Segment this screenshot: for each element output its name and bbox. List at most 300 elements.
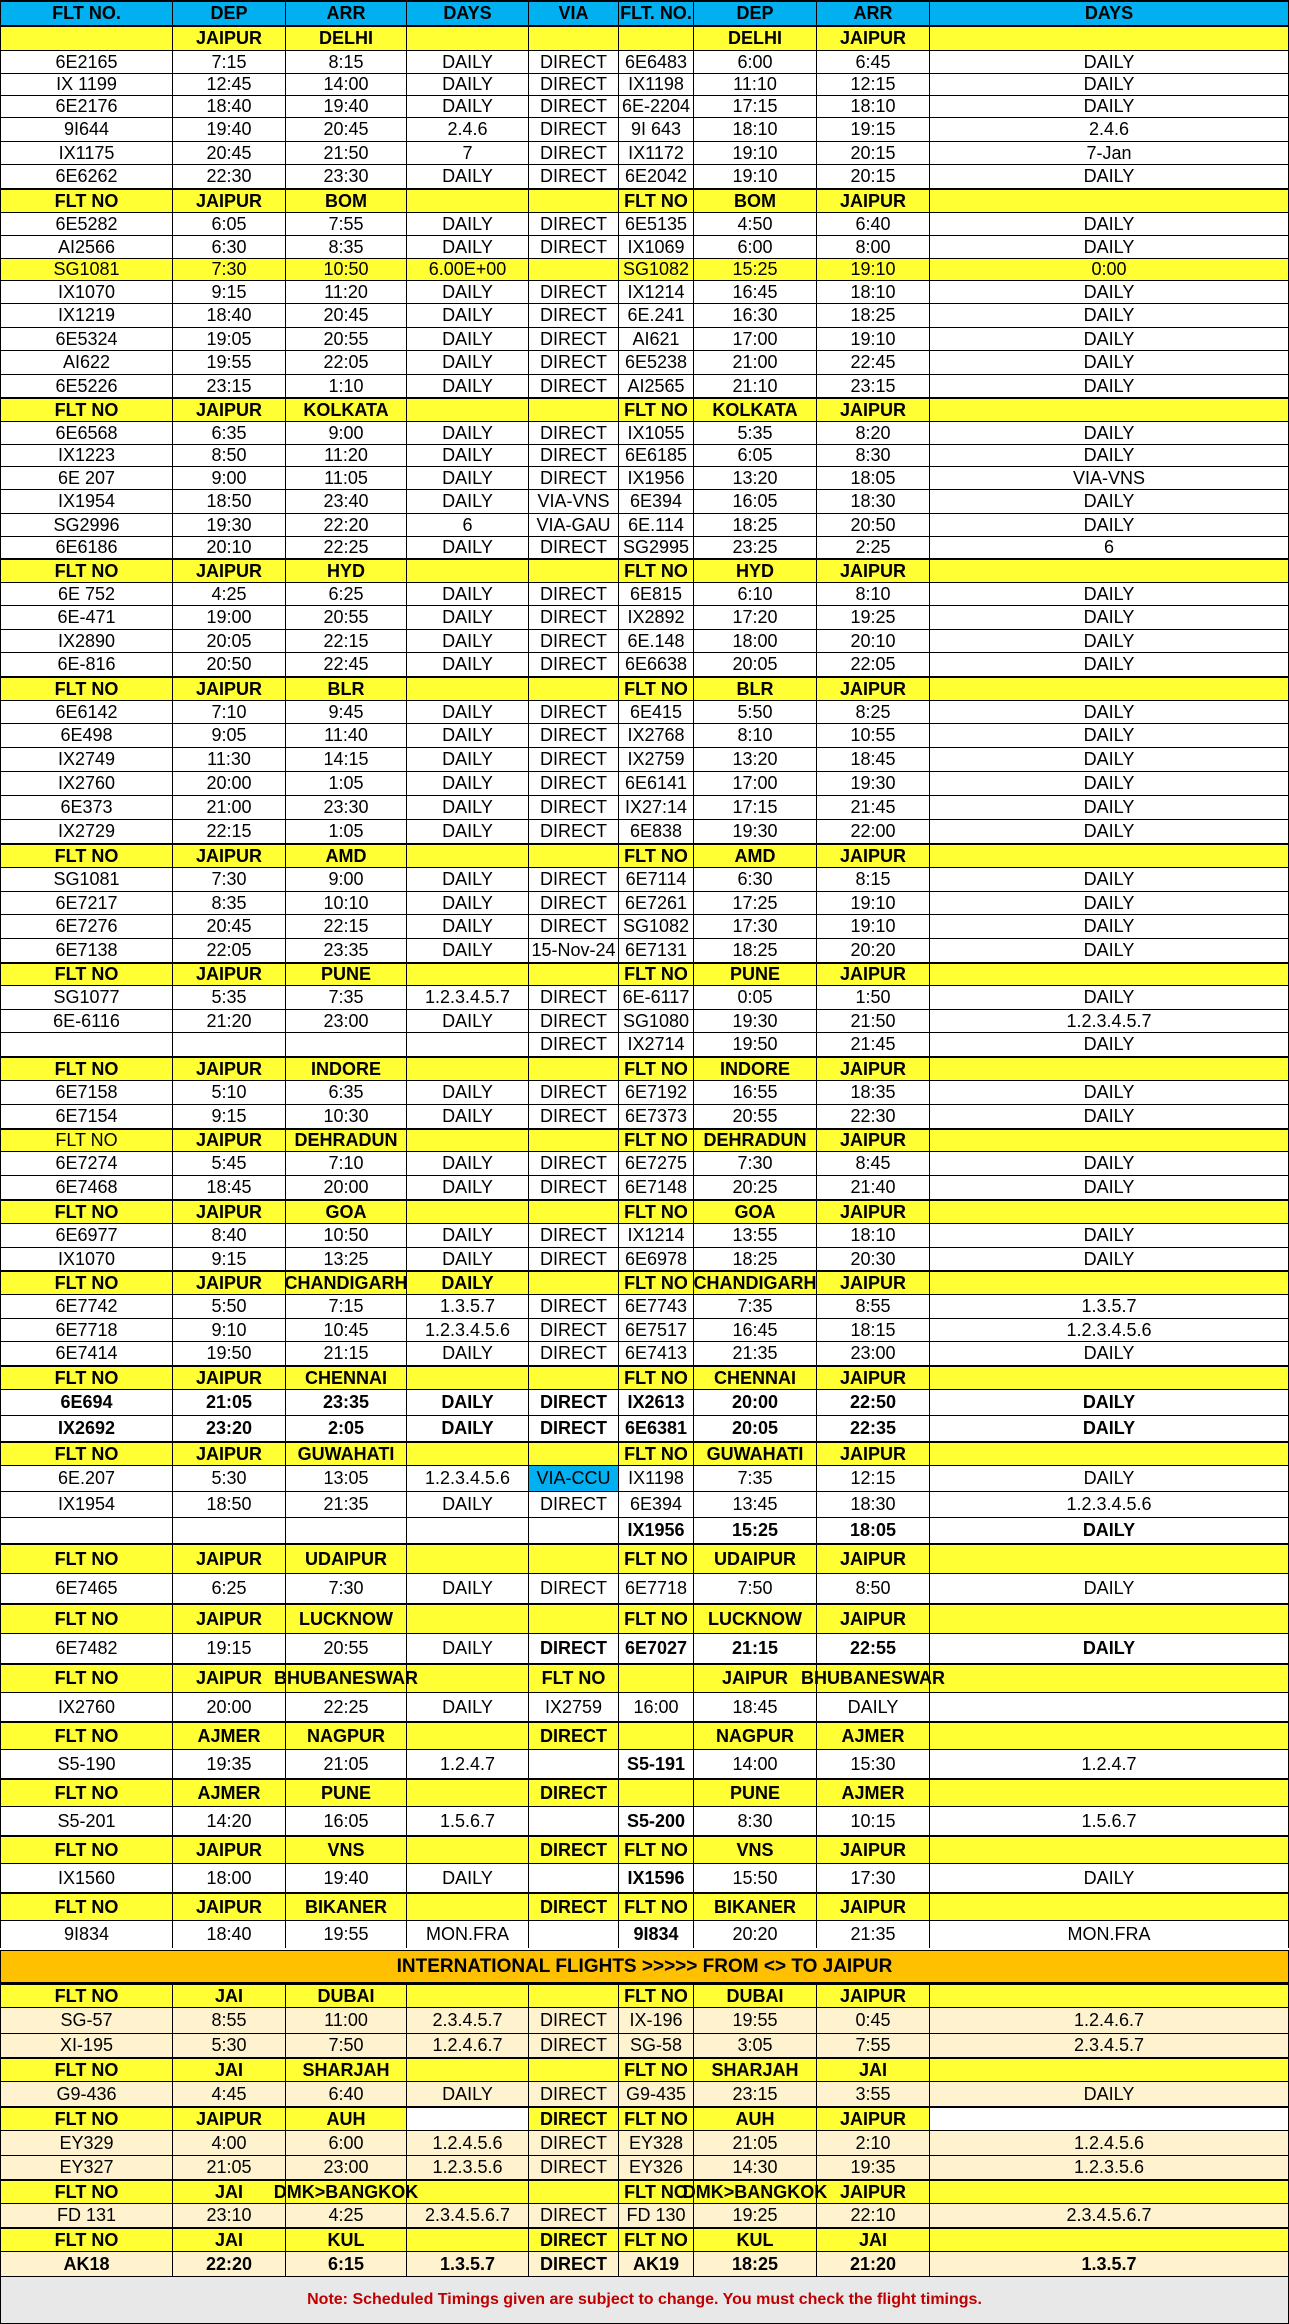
schedule-cell: GOA <box>694 1201 817 1223</box>
schedule-cell: 18:10 <box>817 96 930 117</box>
schedule-cell: 5:50 <box>694 701 817 723</box>
schedule-cell: DAILY <box>407 915 529 938</box>
schedule-row <box>0 536 1289 558</box>
schedule-cell: 16:05 <box>694 490 817 513</box>
schedule-row <box>0 629 1289 652</box>
schedule-row <box>0 188 1289 212</box>
schedule-cell: 6E838 <box>619 820 694 843</box>
schedule-cell: DEP <box>694 2 817 25</box>
intl-cell: FLT NO <box>619 2229 694 2251</box>
intl-cell: DIRECT <box>529 2156 619 2179</box>
schedule-cell: IX 1199 <box>0 74 173 95</box>
schedule-cell: DAYS <box>930 2 1289 25</box>
schedule-cell: DIRECT <box>529 1390 619 1415</box>
intl-cell: FLT NO <box>619 2059 694 2081</box>
schedule-cell: DAILY <box>930 892 1289 914</box>
schedule-cell: 6E-6116 <box>0 1010 173 1032</box>
schedule-cell <box>407 27 529 50</box>
schedule-cell: KOLKATA <box>694 399 817 421</box>
intl-cell: 18:25 <box>694 2252 817 2276</box>
schedule-cell: 20:45 <box>173 915 286 938</box>
schedule-cell: DAILY <box>930 1342 1289 1365</box>
schedule-cell: DIRECT <box>529 1295 619 1318</box>
schedule-cell: 5:10 <box>173 1081 286 1104</box>
schedule-cell: 7:35 <box>694 1295 817 1318</box>
schedule-cell: FLT NO <box>0 399 173 421</box>
schedule-row <box>0 1517 1289 1543</box>
schedule-cell: 20:00 <box>173 1693 286 1721</box>
schedule-cell: DIRECT <box>529 1010 619 1032</box>
schedule-cell <box>529 1130 619 1151</box>
intl-cell: 23:15 <box>694 2082 817 2106</box>
schedule-cell: 23:30 <box>286 796 407 819</box>
intl-cell: FD 131 <box>0 2204 173 2227</box>
schedule-cell <box>529 190 619 212</box>
schedule-cell: 22:45 <box>817 351 930 374</box>
schedule-cell: VIA-CCU <box>529 1466 619 1491</box>
schedule-cell: 6E7276 <box>0 915 173 938</box>
schedule-cell: ARR <box>286 2 407 25</box>
schedule-cell: 19:30 <box>694 820 817 843</box>
schedule-row <box>0 489 1289 513</box>
schedule-cell: 1.2.3.4.5.6 <box>407 1466 529 1491</box>
schedule-cell: 6:35 <box>173 422 286 444</box>
schedule-cell: IX1175 <box>0 142 173 164</box>
schedule-cell: JAIPUR <box>817 845 930 867</box>
schedule-cell: 6E7192 <box>619 1081 694 1104</box>
schedule-cell: 8:35 <box>286 236 407 258</box>
schedule-cell: IX1198 <box>619 74 694 95</box>
schedule-row <box>0 1721 1289 1749</box>
schedule-cell: DAILY <box>930 939 1289 962</box>
schedule-row <box>0 1465 1289 1491</box>
schedule-row <box>0 867 1289 891</box>
schedule-row <box>0 605 1289 629</box>
schedule-cell <box>619 1723 694 1749</box>
schedule-cell: S5-191 <box>619 1750 694 1778</box>
intl-cell: 7:55 <box>817 2034 930 2057</box>
schedule-row <box>0 303 1289 327</box>
schedule-cell: 13:20 <box>694 467 817 489</box>
schedule-cell: 4:50 <box>694 213 817 235</box>
schedule-cell: 5:30 <box>173 1466 286 1491</box>
schedule-cell: 6E2042 <box>619 165 694 188</box>
schedule-cell: 18:25 <box>694 1248 817 1270</box>
schedule-cell: 6E7217 <box>0 892 173 914</box>
schedule-cell: 1.3.5.7 <box>407 1295 529 1318</box>
schedule-cell: 6E6262 <box>0 165 173 188</box>
schedule-cell <box>529 1058 619 1080</box>
schedule-row <box>0 795 1289 819</box>
schedule-cell <box>0 27 173 50</box>
schedule-cell <box>930 1723 1289 1749</box>
schedule-cell: IX1172 <box>619 142 694 164</box>
schedule-cell: 2.4.6 <box>930 118 1289 141</box>
schedule-cell: 9I834 <box>0 1921 173 1948</box>
schedule-cell: SG1081 <box>0 868 173 891</box>
schedule-row <box>0 819 1289 843</box>
schedule-cell: 1.2.3.4.5.6 <box>407 1319 529 1341</box>
schedule-cell: DAILY <box>407 820 529 843</box>
schedule-cell: 9:15 <box>173 281 286 303</box>
schedule-cell: IX2760 <box>0 1693 173 1721</box>
schedule-cell: DAILY <box>817 1693 930 1721</box>
schedule-cell: DIRECT <box>529 328 619 350</box>
schedule-cell: 18:30 <box>817 490 930 513</box>
schedule-cell <box>529 27 619 50</box>
schedule-cell: 18:00 <box>694 630 817 652</box>
schedule-cell: 6E.148 <box>619 630 694 652</box>
schedule-cell: 6 <box>930 537 1289 558</box>
intl-cell: 1.2.3.5.6 <box>407 2156 529 2179</box>
intl-cell: 4:25 <box>286 2204 407 2227</box>
schedule-cell: 19:25 <box>817 606 930 629</box>
schedule-cell: 11:10 <box>694 74 817 95</box>
schedule-row <box>0 1663 1289 1692</box>
schedule-cell: DIRECT <box>529 304 619 327</box>
intl-cell: 23:00 <box>286 2156 407 2179</box>
schedule-cell: FLT NO <box>619 1837 694 1863</box>
schedule-cell: 23:15 <box>173 375 286 397</box>
schedule-cell: 18:40 <box>173 1921 286 1948</box>
schedule-cell: FLT NO <box>0 1201 173 1223</box>
schedule-cell: FLT NO <box>0 1723 173 1749</box>
schedule-cell: JAIPUR <box>173 1837 286 1863</box>
schedule-cell: 18:45 <box>694 1693 817 1721</box>
schedule-cell <box>930 1545 1289 1573</box>
schedule-cell: FLT NO <box>619 1367 694 1389</box>
schedule-cell: FLT NO <box>0 1443 173 1465</box>
schedule-row <box>0 700 1289 723</box>
schedule-cell: DIRECT <box>529 1723 619 1749</box>
schedule-cell: 6E7414 <box>0 1342 173 1365</box>
schedule-cell: 6E815 <box>619 583 694 605</box>
schedule-cell: JAIPUR <box>173 1545 286 1573</box>
schedule-cell: 15:25 <box>694 1518 817 1543</box>
schedule-cell: AI2566 <box>0 236 173 258</box>
schedule-cell: DAILY <box>407 653 529 676</box>
schedule-cell <box>930 560 1289 582</box>
schedule-cell: 19:10 <box>694 165 817 188</box>
schedule-cell: GUWAHATI <box>694 1443 817 1465</box>
schedule-cell <box>407 964 529 985</box>
schedule-cell: DIRECT <box>529 1492 619 1517</box>
schedule-cell: INDORE <box>286 1058 407 1080</box>
schedule-cell: 6E5226 <box>0 375 173 397</box>
intl-cell: KUL <box>694 2229 817 2251</box>
intl-cell: 22:10 <box>817 2204 930 2227</box>
schedule-cell: MON.FRA <box>407 1921 529 1948</box>
schedule-cell: 20:05 <box>173 630 286 652</box>
schedule-cell: SG1077 <box>0 986 173 1009</box>
schedule-cell: 21:00 <box>694 351 817 374</box>
schedule-cell: 6E-6117 <box>619 986 694 1009</box>
intl-cell: DIRECT <box>529 2204 619 2227</box>
schedule-cell: NAGPUR <box>286 1723 407 1749</box>
schedule-cell: 22:35 <box>817 1416 930 1441</box>
schedule-cell: 6:30 <box>694 868 817 891</box>
schedule-cell: 7:15 <box>173 51 286 73</box>
schedule-cell: FLT NO <box>619 1130 694 1151</box>
schedule-cell: 19:00 <box>173 606 286 629</box>
schedule-cell: 22:05 <box>286 351 407 374</box>
schedule-cell: 6E2165 <box>0 51 173 73</box>
schedule-cell: 20:10 <box>173 537 286 558</box>
intl-cell: DUBAI <box>286 1985 407 2007</box>
schedule-cell: 19:40 <box>286 96 407 117</box>
schedule-cell: 8:15 <box>286 51 407 73</box>
schedule-cell: 1:10 <box>286 375 407 397</box>
schedule-cell: AMD <box>694 845 817 867</box>
schedule-cell: 15:25 <box>694 259 817 280</box>
schedule-row <box>0 1633 1289 1663</box>
schedule-cell: 6E6978 <box>619 1248 694 1270</box>
schedule-cell: AJMER <box>173 1723 286 1749</box>
schedule-cell: JAIPUR <box>817 1058 930 1080</box>
schedule-cell: 21:35 <box>817 1921 930 1948</box>
schedule-cell <box>407 1033 529 1056</box>
schedule-cell: IX1069 <box>619 236 694 258</box>
schedule-cell: DAILY <box>930 236 1289 258</box>
schedule-cell: 23:25 <box>694 537 817 558</box>
schedule-cell: 22:45 <box>286 653 407 676</box>
intl-cell: 21:05 <box>694 2131 817 2155</box>
schedule-cell: FLT NO <box>0 190 173 212</box>
schedule-cell: 2.4.6 <box>407 118 529 141</box>
schedule-cell: 18:40 <box>173 304 286 327</box>
schedule-cell: 6E6141 <box>619 772 694 795</box>
intl-cell: DAILY <box>930 2082 1289 2106</box>
schedule-row <box>0 676 1289 700</box>
schedule-row <box>0 350 1289 374</box>
schedule-cell <box>930 845 1289 867</box>
schedule-cell: 20:00 <box>173 772 286 795</box>
intl-cell: DUBAI <box>694 1985 817 2007</box>
schedule-cell: GUWAHATI <box>286 1443 407 1465</box>
schedule-cell: 21:05 <box>286 1750 407 1778</box>
intl-cell: FLT NO <box>0 2059 173 2081</box>
intl-cell: FLT NO <box>0 2229 173 2251</box>
schedule-cell <box>407 1665 529 1692</box>
schedule-cell: DIRECT <box>529 467 619 489</box>
schedule-cell: 18:15 <box>817 1319 930 1341</box>
schedule-cell: DIRECT <box>529 583 619 605</box>
schedule-cell <box>173 1033 286 1056</box>
intl-cell: DIRECT <box>529 2008 619 2033</box>
schedule-cell: 6E694 <box>0 1390 173 1415</box>
schedule-cell: 19:30 <box>694 1010 817 1032</box>
schedule-cell: DAILY <box>407 236 529 258</box>
schedule-cell: DAILY <box>930 1574 1289 1603</box>
schedule-cell: AJMER <box>817 1780 930 1806</box>
schedule-cell: DIRECT <box>529 1081 619 1104</box>
schedule-cell: 9I834 <box>619 1921 694 1948</box>
schedule-cell: 6E5238 <box>619 351 694 374</box>
schedule-cell <box>407 1837 529 1863</box>
schedule-cell: FLT NO <box>619 1605 694 1633</box>
schedule-cell <box>407 399 529 421</box>
intl-cell: SG-58 <box>619 2034 694 2057</box>
intl-row <box>0 2007 1289 2033</box>
schedule-cell: DIRECT <box>529 51 619 73</box>
schedule-cell: 7 <box>407 142 529 164</box>
schedule-row <box>0 73 1289 95</box>
schedule-cell: DIRECT <box>529 351 619 374</box>
schedule-cell: 18:05 <box>817 1518 930 1543</box>
schedule-cell <box>407 1130 529 1151</box>
schedule-row <box>0 1151 1289 1175</box>
schedule-cell: DIRECT <box>529 118 619 141</box>
schedule-cell: DAILY <box>930 1248 1289 1270</box>
schedule-cell: IX1956 <box>619 1518 694 1543</box>
schedule-cell: 11:20 <box>286 445 407 466</box>
schedule-cell: 9:10 <box>173 1319 286 1341</box>
schedule-cell: 23:00 <box>817 1342 930 1365</box>
schedule-cell: 17:20 <box>694 606 817 629</box>
schedule-cell: IX2759 <box>529 1693 619 1721</box>
schedule-cell <box>930 27 1289 50</box>
schedule-cell: DAILY <box>407 213 529 235</box>
schedule-row <box>0 50 1289 73</box>
intl-cell: IX-196 <box>619 2008 694 2033</box>
schedule-cell: 21:00 <box>173 796 286 819</box>
schedule-cell: DIRECT <box>529 748 619 771</box>
schedule-cell <box>529 1367 619 1389</box>
schedule-cell: AI2565 <box>619 375 694 397</box>
schedule-cell: 19:55 <box>173 351 286 374</box>
schedule-cell: JAIPUR <box>694 1665 817 1692</box>
schedule-cell: PUNE <box>286 1780 407 1806</box>
schedule-cell: 6:25 <box>286 583 407 605</box>
schedule-cell: DAILY <box>930 74 1289 95</box>
schedule-cell: FLT NO <box>619 678 694 700</box>
schedule-cell: 6E7131 <box>619 939 694 962</box>
schedule-cell <box>529 845 619 867</box>
schedule-cell: 6E415 <box>619 701 694 723</box>
schedule-cell: 18:40 <box>173 96 286 117</box>
intl-cell: 2.3.4.5.7 <box>407 2008 529 2033</box>
schedule-cell: 22:15 <box>286 915 407 938</box>
schedule-cell: FLT NO <box>0 964 173 985</box>
schedule-cell: 17:30 <box>694 915 817 938</box>
schedule-cell: 21:45 <box>817 796 930 819</box>
schedule-row <box>0 1318 1289 1341</box>
schedule-cell <box>619 1780 694 1806</box>
schedule-cell: DAILY <box>407 74 529 95</box>
schedule-cell: JAIPUR <box>817 27 930 50</box>
schedule-cell: DAILY <box>407 748 529 771</box>
schedule-cell: 6E394 <box>619 490 694 513</box>
schedule-cell: 8:00 <box>817 236 930 258</box>
schedule-cell: 6E7114 <box>619 868 694 891</box>
schedule-cell: IX2714 <box>619 1033 694 1056</box>
schedule-cell: 21:35 <box>286 1492 407 1517</box>
schedule-row <box>0 1573 1289 1603</box>
schedule-cell: CHENNAI <box>694 1367 817 1389</box>
schedule-cell <box>407 1545 529 1573</box>
schedule-cell <box>529 964 619 985</box>
schedule-cell: IX1223 <box>0 445 173 466</box>
schedule-cell: 21:35 <box>694 1342 817 1365</box>
intl-cell <box>407 2229 529 2251</box>
schedule-cell: 1:05 <box>286 772 407 795</box>
schedule-cell: FLT NO <box>0 560 173 582</box>
schedule-cell: 16:30 <box>694 304 817 327</box>
schedule-cell: JAIPUR <box>173 1894 286 1920</box>
schedule-row <box>0 891 1289 914</box>
schedule-cell: DAILY <box>407 701 529 723</box>
schedule-cell: DAILY <box>930 1390 1289 1415</box>
schedule-cell <box>407 1894 529 1920</box>
schedule-cell: DAILY <box>930 514 1289 536</box>
schedule-row <box>0 1863 1289 1892</box>
schedule-cell <box>529 1545 619 1573</box>
schedule-cell: JAIPUR <box>817 1443 930 1465</box>
intl-cell: FLT NO <box>0 2108 173 2130</box>
schedule-cell: FLT NO <box>619 845 694 867</box>
schedule-cell: DIRECT <box>529 96 619 117</box>
schedule-cell: 6E7517 <box>619 1319 694 1341</box>
schedule-cell: 20:00 <box>694 1390 817 1415</box>
schedule-cell <box>529 259 619 280</box>
schedule-cell: 22:55 <box>817 1634 930 1663</box>
schedule-cell: DAILY <box>407 375 529 397</box>
schedule-cell: FLT NO <box>619 1894 694 1920</box>
schedule-cell: VIA-VNS <box>930 467 1289 489</box>
schedule-cell: 10:50 <box>286 1224 407 1247</box>
schedule-cell: 22:05 <box>173 939 286 962</box>
intl-cell: AK19 <box>619 2252 694 2276</box>
intl-cell: DAILY <box>407 2082 529 2106</box>
intl-cell: DMK>BANGKOK <box>682 2181 828 2202</box>
schedule-row <box>0 914 1289 938</box>
schedule-cell <box>407 1443 529 1465</box>
schedule-row <box>0 1892 1289 1920</box>
schedule-row <box>0 444 1289 466</box>
schedule-cell: 5:50 <box>173 1295 286 1318</box>
schedule-cell: DAILY <box>930 1518 1289 1543</box>
intl-cell: XI-195 <box>0 2034 173 2057</box>
intl-cell: 8:55 <box>173 2008 286 2033</box>
schedule-cell: AI621 <box>619 328 694 350</box>
schedule-cell: 18:50 <box>173 490 286 513</box>
intl-cell: FLT NO <box>619 2108 694 2130</box>
schedule-cell: FLT NO <box>0 1665 173 1692</box>
schedule-cell: 6E394 <box>619 1492 694 1517</box>
schedule-cell: JAIPUR <box>817 678 930 700</box>
schedule-cell: JAIPUR <box>173 1201 286 1223</box>
schedule-cell: DELHI <box>286 27 407 50</box>
schedule-cell: 7:30 <box>694 1152 817 1175</box>
intl-cell <box>407 2108 529 2130</box>
schedule-cell: DIRECT <box>529 820 619 843</box>
intl-cell: DIRECT <box>529 2082 619 2106</box>
schedule-cell: DAILY <box>930 701 1289 723</box>
schedule-cell <box>529 1272 619 1294</box>
schedule-cell: 18:30 <box>817 1492 930 1517</box>
schedule-cell: DIRECT <box>529 142 619 164</box>
schedule-cell: DAILY <box>407 281 529 303</box>
schedule-cell: DAILY <box>930 213 1289 235</box>
intl-row <box>0 2227 1289 2251</box>
schedule-cell: DAILY <box>930 748 1289 771</box>
intl-cell: 21:05 <box>173 2156 286 2179</box>
schedule-cell: JAIPUR <box>173 399 286 421</box>
intl-cell: FD 130 <box>619 2204 694 2227</box>
schedule-cell: DAILY <box>407 490 529 513</box>
schedule-cell: DAILY <box>407 328 529 350</box>
schedule-cell: 20:55 <box>694 1105 817 1128</box>
